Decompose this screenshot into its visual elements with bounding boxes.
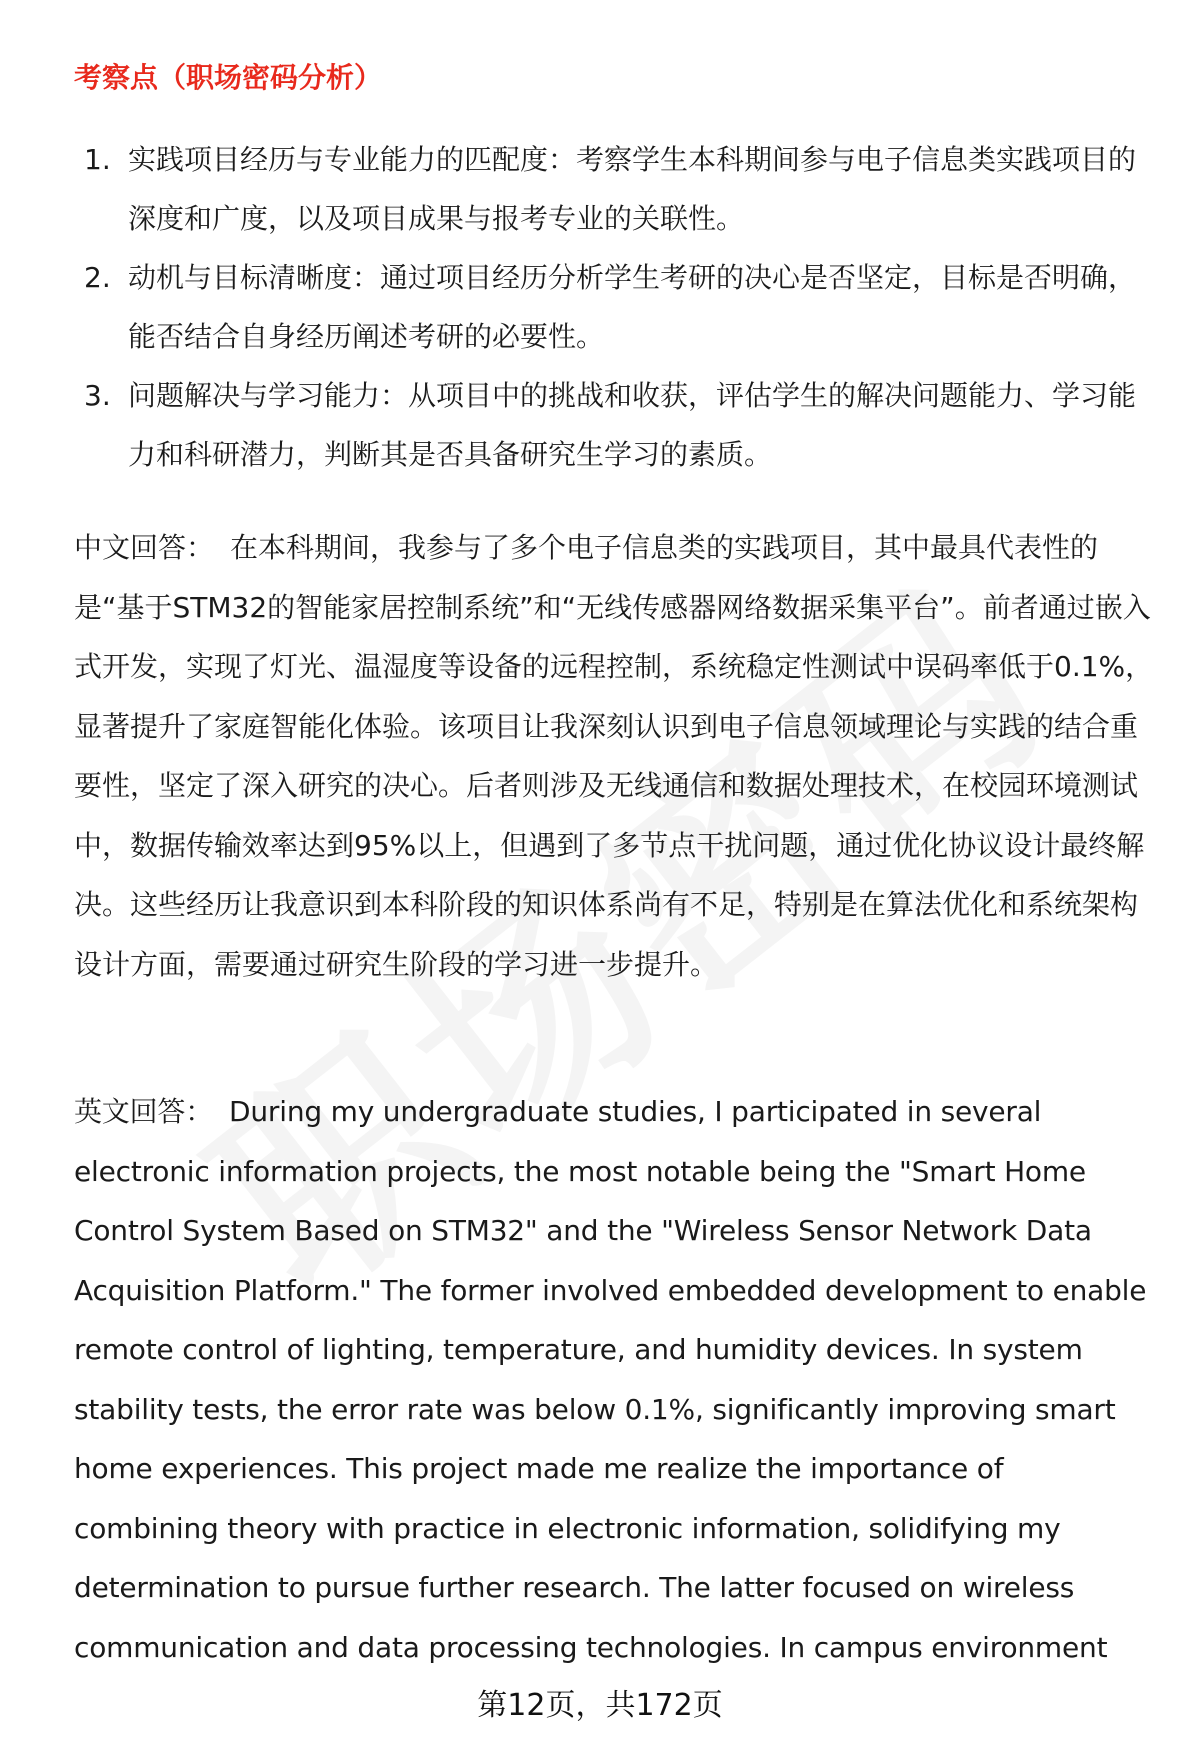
list-item xyxy=(74,130,1154,248)
list-item xyxy=(74,248,1154,366)
list-item-text: 动机与目标清晰度：通过项目经历分析学生考研的决心是否坚定，目标是否明确，能否结合自身经历阐述考研的必要性。 xyxy=(128,261,1137,353)
list-item-text: 实践项目经历与专业能力的匹配度：考察学生本科期间参与电子信息类实践项目的深度和广度，以及项目成果与报考专业的关联性。 xyxy=(128,143,1137,235)
list-item xyxy=(74,366,1154,484)
english-answer-label: 英文回答： xyxy=(74,1095,214,1128)
section-title: 考察点（职场密码分析） xyxy=(74,61,383,94)
english-answer-text: During my undergraduate studies, I participated in several electronic information projects, the most notable being the "Smart Home Control System Based on STM32" and the "Wireless Sensor Network Data Acquisition Platform." The former involved embedded development to enable remote control of lighting, temperature, and humidity devices. In system stability tests, the error rate was below 0.1%, significantly improving smart home experiences. This project made me realize the importance of combining theory with practice in electronic information, solidifying my determination to pursue further research. The latter focused on wireless communication and data processing technologies. In campus environment xyxy=(74,1095,1147,1664)
list-item-text: 问题解决与学习能力：从项目中的挑战和收获，评估学生的解决问题能力、学习能力和科研潜力，判断其是否具备研究生学习的素质。 xyxy=(128,379,1137,471)
chinese-answer-text: 在本科期间，我参与了多个电子信息类的实践项目，其中最具代表性的是“基于STM32的智能家居控制系统”和“无线传感器网络数据采集平台”。前者通过嵌入式开发，实现了灯光、温湿度等设备的远程控制，系统稳定性测试中误码率低于0.1%，显著提升了家庭智能化体验。该项目让我深刻认识到电子信息领域理论与实践的结合重要性，坚定了深入研究的决心。后者则涉及无线通信和数据处理技术，在校园环境测试中，数据传输效率达到95%以上，但遇到了多节点干扰问题，通过优化协议设计最终解决。这些经历让我意识到本科阶段的知识体系尚有不足，特别是在算法优化和系统架构设计方面，需要通过研究生阶段的学习进一步提升。 xyxy=(74,531,1154,981)
chinese-answer-label: 中文回答： xyxy=(74,531,215,564)
chinese-answer xyxy=(74,518,1154,994)
list-item-number: 1. xyxy=(84,143,111,176)
assessment-points-list xyxy=(74,130,1154,484)
english-answer xyxy=(74,1082,1154,1677)
page-number-footer: 第12页，共172页 xyxy=(477,1688,723,1723)
list-item-number: 2. xyxy=(84,261,111,294)
list-item-number: 3. xyxy=(84,379,111,412)
